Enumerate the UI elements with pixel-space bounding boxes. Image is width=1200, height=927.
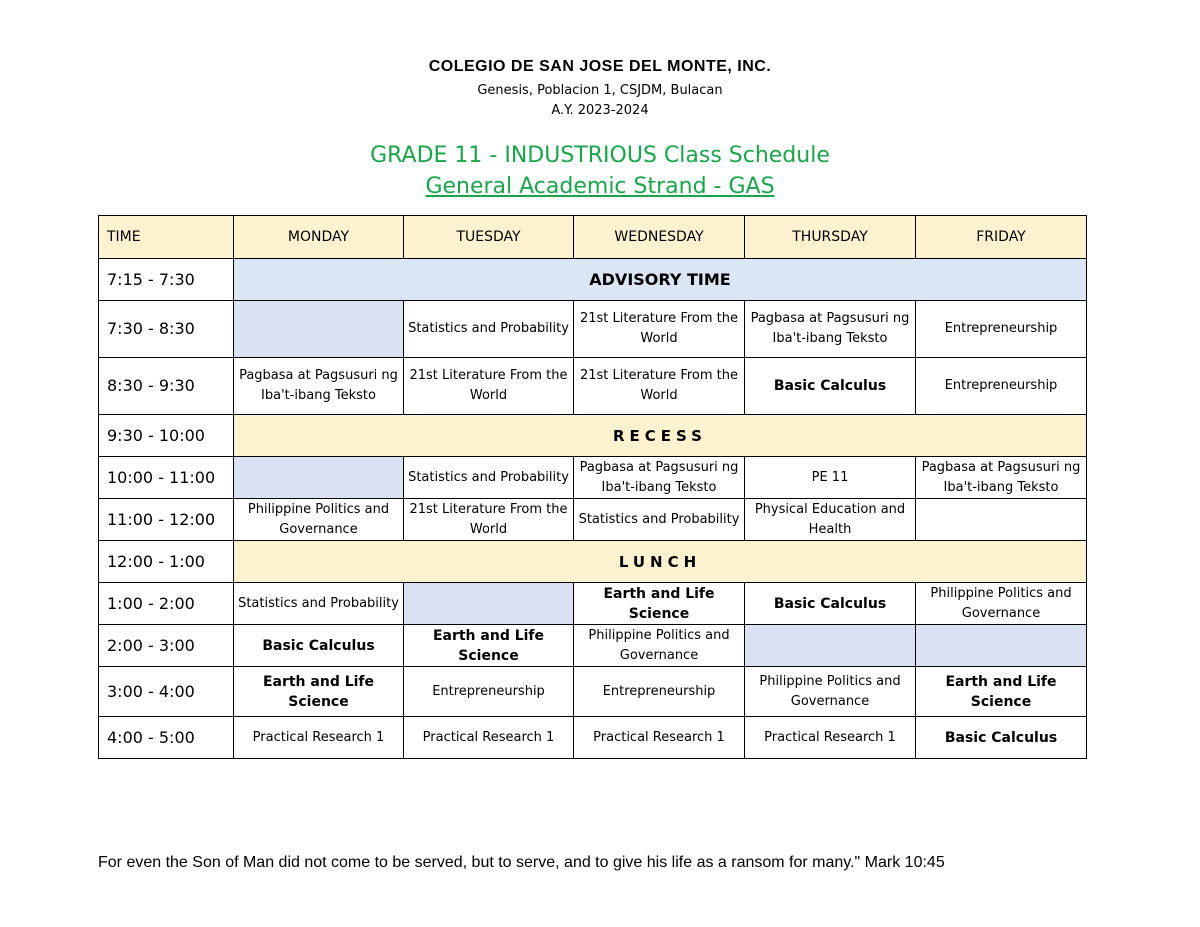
- empty-slot: [916, 625, 1087, 667]
- table-row: [99, 301, 1087, 358]
- subject-cell: Practical Research 1: [234, 717, 404, 759]
- subject-cell: Earth and Life Science: [916, 667, 1087, 717]
- time-cell: 3:00 - 4:00: [99, 667, 234, 717]
- table-row: [99, 667, 1087, 717]
- subject-cell: 21st Literature From the World: [574, 301, 745, 358]
- table-row: [99, 457, 1087, 499]
- bible-quote: For even the Son of Man did not come to be served, but to serve, and to give his life as a ransom for many." Mark 10:45: [98, 854, 945, 871]
- subject-cell: Philippine Politics and Governance: [916, 583, 1087, 625]
- table-row: [99, 499, 1087, 541]
- academic-year: A.Y. 2023-2024: [551, 103, 649, 118]
- lunch-banner: LUNCH: [234, 541, 1087, 583]
- col-header-friday: FRIDAY: [916, 216, 1087, 259]
- empty-slot: [916, 499, 1087, 541]
- time-cell: 8:30 - 9:30: [99, 358, 234, 415]
- subject-cell: Philippine Politics and Governance: [745, 667, 916, 717]
- time-cell: 2:00 - 3:00: [99, 625, 234, 667]
- school-name: COLEGIO DE SAN JOSE DEL MONTE, INC.: [428, 58, 772, 75]
- empty-slot: [234, 301, 404, 358]
- time-cell: 1:00 - 2:00: [99, 583, 234, 625]
- header-row: [99, 216, 1087, 259]
- school-address: Genesis, Poblacion 1, CSJDM, Bulacan: [477, 83, 723, 98]
- table-row: [99, 583, 1087, 625]
- time-cell: 7:15 - 7:30: [99, 259, 234, 301]
- subject-cell: Statistics and Probability: [404, 301, 574, 358]
- subject-cell: Practical Research 1: [404, 717, 574, 759]
- subject-cell: Basic Calculus: [916, 717, 1087, 759]
- subject-cell: Earth and Life Science: [404, 625, 574, 667]
- subject-cell: Statistics and Probability: [234, 583, 404, 625]
- subject-cell: Earth and Life Science: [234, 667, 404, 717]
- time-cell: 12:00 - 1:00: [99, 541, 234, 583]
- subject-cell: Entrepreneurship: [916, 301, 1087, 358]
- time-cell: 7:30 - 8:30: [99, 301, 234, 358]
- subject-cell: Basic Calculus: [234, 625, 404, 667]
- col-header-thursday: THURSDAY: [745, 216, 916, 259]
- col-header-time: TIME: [99, 216, 234, 259]
- col-header-tuesday: TUESDAY: [404, 216, 574, 259]
- subject-cell: Earth and Life Science: [574, 583, 745, 625]
- subject-cell: Basic Calculus: [745, 358, 916, 415]
- table-row: [99, 259, 1087, 301]
- subject-cell: 21st Literature From the World: [404, 358, 574, 415]
- subject-cell: Entrepreneurship: [916, 358, 1087, 415]
- empty-slot: [745, 625, 916, 667]
- empty-slot: [234, 457, 404, 499]
- col-header-wednesday: WEDNESDAY: [574, 216, 745, 259]
- table-row: [99, 358, 1087, 415]
- advisory-banner: ADVISORY TIME: [234, 259, 1087, 301]
- subject-cell: Entrepreneurship: [574, 667, 745, 717]
- subject-cell: Philippine Politics and Governance: [234, 499, 404, 541]
- subject-cell: Statistics and Probability: [404, 457, 574, 499]
- col-header-monday: MONDAY: [234, 216, 404, 259]
- subject-cell: Philippine Politics and Governance: [574, 625, 745, 667]
- table-row: [99, 415, 1087, 457]
- table-row: [99, 625, 1087, 667]
- subject-cell: 21st Literature From the World: [574, 358, 745, 415]
- subject-cell: Practical Research 1: [574, 717, 745, 759]
- strand-title: General Academic Strand - GAS: [425, 174, 775, 199]
- subject-cell: Entrepreneurship: [404, 667, 574, 717]
- subject-cell: Basic Calculus: [745, 583, 916, 625]
- subject-cell: Practical Research 1: [745, 717, 916, 759]
- subject-cell: Physical Education and Health: [745, 499, 916, 541]
- subject-cell: Pagbasa at Pagsusuri ng Iba't-ibang Teksto: [916, 457, 1087, 499]
- schedule-title: GRADE 11 - INDUSTRIOUS Class Schedule: [370, 143, 830, 168]
- subject-cell: 21st Literature From the World: [404, 499, 574, 541]
- subject-cell: Pagbasa at Pagsusuri ng Iba't-ibang Teksto: [234, 358, 404, 415]
- class-schedule-table: [98, 215, 1087, 759]
- subject-cell: PE 11: [745, 457, 916, 499]
- table-row: [99, 717, 1087, 759]
- time-cell: 11:00 - 12:00: [99, 499, 234, 541]
- time-cell: 10:00 - 11:00: [99, 457, 234, 499]
- table-row: [99, 541, 1087, 583]
- recess-banner: RECESS: [234, 415, 1087, 457]
- empty-slot: [404, 583, 574, 625]
- time-cell: 9:30 - 10:00: [99, 415, 234, 457]
- subject-cell: Pagbasa at Pagsusuri ng Iba't-ibang Teksto: [574, 457, 745, 499]
- subject-cell: Pagbasa at Pagsusuri ng Iba't-ibang Teksto: [745, 301, 916, 358]
- time-cell: 4:00 - 5:00: [99, 717, 234, 759]
- subject-cell: Statistics and Probability: [574, 499, 745, 541]
